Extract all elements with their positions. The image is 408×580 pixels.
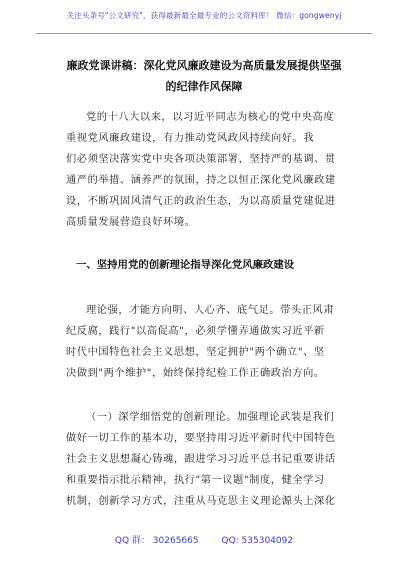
title-line: 廉政党课讲稿：深化党风廉政建设为高质量发展提供坚强	[66, 59, 342, 72]
paragraph-line: 党的十八大以来，以习近平同志为核心的党中央高度	[86, 112, 335, 123]
section-paragraph	[66, 300, 342, 384]
paragraph-line: 重视党风廉政建设，有力推动党风政风持续向好。我	[66, 133, 315, 145]
footer-contact	[0, 533, 408, 546]
paragraph-line: 通严的举措、涵养严的氛围，持之以恒正深化党风廉政建	[66, 175, 336, 187]
title-line: 的纪律作风保障	[165, 80, 243, 93]
paragraph-line: 做好一切工作的基本功，要坚持用习近平新时代中国特色	[66, 433, 336, 445]
intro-paragraph	[66, 107, 342, 234]
paragraph-line: 机制，创新学习方式，注重从马克思主义理论源头上深化	[66, 496, 336, 508]
subsection-paragraph	[66, 407, 342, 512]
paragraph-line: 高质量发展营造良好环境。	[66, 217, 196, 229]
footer-qq-group: QQ 群： 30265665	[114, 536, 199, 546]
document-title	[56, 55, 352, 97]
paragraph-line: 设，不断巩固风清气正的政治生态，为以高质量党建促进	[66, 196, 336, 208]
paragraph-line: 纪反腐，践行"以高促高"，必须学懂弄通做实习近平新	[66, 326, 325, 338]
paragraph-line: 理论强，才能方向明、人心齐、底气足。带头正风肃	[86, 305, 335, 316]
paragraph-line: 时代中国特色社会主义思想，坚定拥护"两个确立"、坚	[66, 347, 325, 359]
paragraph-line: （一）深学细悟党的创新理论。加强理论武装是我们	[86, 412, 335, 423]
footer-qq-number: QQ: 535304092	[221, 536, 294, 546]
section-heading: 一、坚持用党的创新理论指导深化党风廉政建设	[76, 259, 295, 271]
paragraph-line: 们必须坚决落实党中央各项决策部署，坚持严的基调、贯	[66, 154, 336, 166]
paragraph-line: 决做到"两个维护"，始终保持纪检工作正确政治方向。	[66, 368, 325, 380]
header-banner: 关注头条号"公文研究"，获得最新最全最专业的公文资料库！ 微信：gongwenyj	[66, 11, 342, 20]
paragraph-line: 社会主义思想凝心铸魂，跟进学习习近平总书记重要讲话	[66, 454, 336, 466]
header-divider	[36, 33, 372, 34]
paragraph-line: 和重要指示批示精神，执行"第一议题"制度，健全学习	[66, 475, 325, 487]
